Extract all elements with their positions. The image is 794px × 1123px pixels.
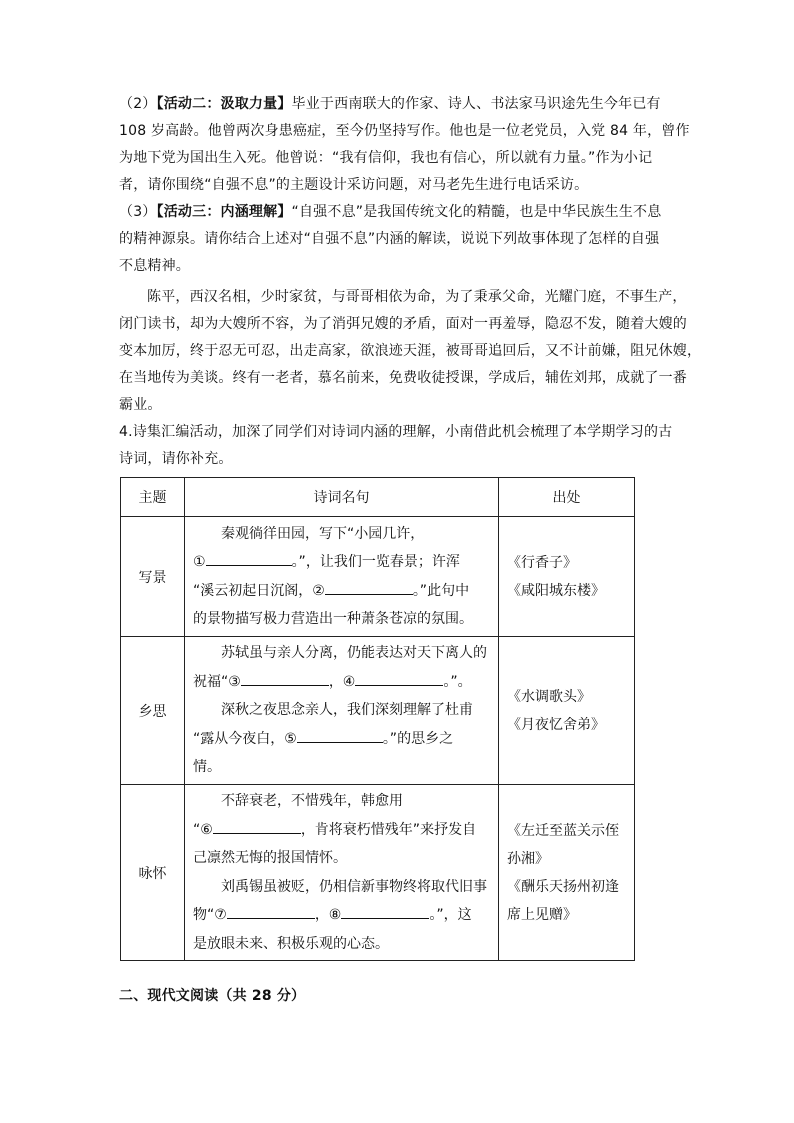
- lines-text: 是放眼未来、积极乐观的心态。: [193, 935, 389, 952]
- blank-8[interactable]: [341, 904, 429, 919]
- lines-cell: [185, 517, 499, 637]
- source-cell: [499, 517, 635, 637]
- blank-1[interactable]: [206, 551, 292, 566]
- lines-text: 不辞衰老，不惜残年，韩愈用: [221, 793, 403, 809]
- source-title: 孙湘》: [507, 850, 549, 867]
- lines-text: 。”。: [443, 673, 472, 690]
- source-title: 《水调歌头》: [507, 688, 591, 705]
- activity2-line2: 108 岁高龄。他曾两次身患癌症，至今仍坚持写作。他也是一位老党员，入党 84 年，曾作: [119, 123, 690, 139]
- blank-3[interactable]: [241, 671, 329, 686]
- story-line4: 在当地传为美谈。终有一老者，慕名前来，免费收徒授课，学成后，辅佐刘邦，成就了一番: [119, 370, 687, 386]
- poems-table: [120, 477, 635, 961]
- lines-text: 的景物描写极力营造出一种萧条苍凉的氛围。: [193, 611, 473, 627]
- theme-cell: 咏怀: [121, 785, 185, 961]
- lines-text: 。”，这: [429, 907, 472, 923]
- lines-text: 。”此句中: [412, 582, 470, 599]
- activity3-line2: 的精神源泉。请你结合上述对“自强不息”内涵的解读，说说下列故事体现了怎样的自强: [119, 231, 660, 247]
- table-header-row: [121, 478, 635, 517]
- lines-text: 。”，让我们一览春景；许浑: [291, 554, 460, 570]
- blank-5[interactable]: [297, 728, 383, 743]
- header-source: 出处: [499, 478, 635, 517]
- story-line2: 闭门读书，却为大嫂所不容，为了消弭兄嫂的矛盾，面对一再羞辱，隐忍不发，随着大嫂的: [119, 316, 687, 332]
- activity3-line3: 不息精神。: [119, 258, 190, 274]
- source-title: 《咸阳城东楼》: [507, 582, 605, 599]
- source-title: 《酬乐天扬州初逢: [507, 878, 619, 895]
- lines-text: 祝福“③: [193, 673, 241, 690]
- lines-text: 苏轼虽与亲人分离，仍能表达对天下离人的: [221, 645, 487, 662]
- activity-text: 毕业于西南联大的作家、诗人、书法家马识途先生今年已有: [291, 96, 661, 112]
- blank-2[interactable]: [325, 580, 413, 595]
- table-row: [121, 517, 635, 637]
- story-line1: 陈平，西汉名相，少时家贫，与哥哥相依为命，为了秉承父命，光耀门庭，不事生产，: [147, 289, 687, 305]
- lines-text: 物“⑦: [193, 907, 227, 923]
- theme-cell: 写景: [121, 517, 185, 637]
- q4-line2: 诗词，请你补充。: [119, 451, 233, 467]
- blank-7[interactable]: [227, 904, 315, 919]
- lines-text: 秦观徜徉田园，写下“小园几许，: [221, 525, 425, 542]
- lines-text: 己凛然无悔的报国情怀。: [193, 850, 347, 866]
- lines-text: 情。: [193, 759, 221, 776]
- lines-cell: [185, 785, 499, 961]
- activity3-line1: [119, 202, 661, 222]
- section-heading: 二、现代文阅读（共 28 分）: [119, 988, 306, 1004]
- activity2-line1: [119, 94, 661, 114]
- lines-text: ，⑧: [314, 907, 342, 923]
- header-lines: 诗词名句: [185, 478, 499, 517]
- lines-cell: [185, 637, 499, 785]
- story-line3: 变本加厉，终于忍无可忍，出走高家，欲浪迹天涯，被哥哥追回后，又不计前嫌，阻兄休嫂，: [119, 343, 702, 359]
- question-number: （2）: [119, 96, 157, 112]
- story-line5: 霸业。: [119, 397, 162, 413]
- header-theme: 主题: [121, 478, 185, 517]
- q4-line1: 4.诗集汇编活动，加深了同学们对诗词内涵的理解，小南借此机会梳理了本学期学习的古: [119, 424, 673, 440]
- lines-text: ，肯将衰朽惜残年”来抒发自: [300, 821, 477, 838]
- lines-text: ，④: [328, 673, 356, 690]
- lines-text: “露从今夜白，⑤: [193, 730, 297, 747]
- activity-tag: 【活动二：汲取力量】: [156, 96, 292, 112]
- activity-tag: 【活动三：内涵理解】: [156, 204, 292, 220]
- source-title: 《行香子》: [507, 554, 577, 571]
- source-cell: [499, 785, 635, 961]
- source-title: 席上见赠》: [507, 906, 577, 923]
- blank-6[interactable]: [213, 819, 301, 834]
- lines-text: “⑥: [193, 821, 213, 838]
- activity2-line4: 者，请你围绕“自强不息”的主题设计采访问题，对马老先生进行电话采访。: [119, 177, 589, 193]
- theme-cell: 乡思: [121, 637, 185, 785]
- lines-text: 。”的思乡之: [382, 730, 454, 747]
- table-row: [121, 637, 635, 785]
- source-title: 《左迁至蓝关示侄: [507, 822, 619, 839]
- lines-text: “溪云初起日沉阁，②: [193, 582, 325, 599]
- blank-4[interactable]: [355, 671, 443, 686]
- lines-text: 深秋之夜思念亲人，我们深刻理解了杜甫: [221, 702, 473, 719]
- activity2-line3: 为地下党为国出生入死。他曾说：“我有信仰，我也有信心，所以就有力量。”作为小记: [119, 150, 653, 166]
- activity-text: “自强不息”是我国传统文化的精髓，也是中华民族生生不息: [291, 204, 662, 220]
- source-cell: [499, 637, 635, 785]
- table-row: [121, 785, 635, 961]
- blank-label: ①: [193, 554, 206, 570]
- question-number: （3）: [119, 204, 157, 220]
- source-title: 《月夜忆舍弟》: [507, 716, 605, 733]
- lines-text: 刘禹锡虽被贬，仍相信新事物终将取代旧事: [221, 878, 487, 895]
